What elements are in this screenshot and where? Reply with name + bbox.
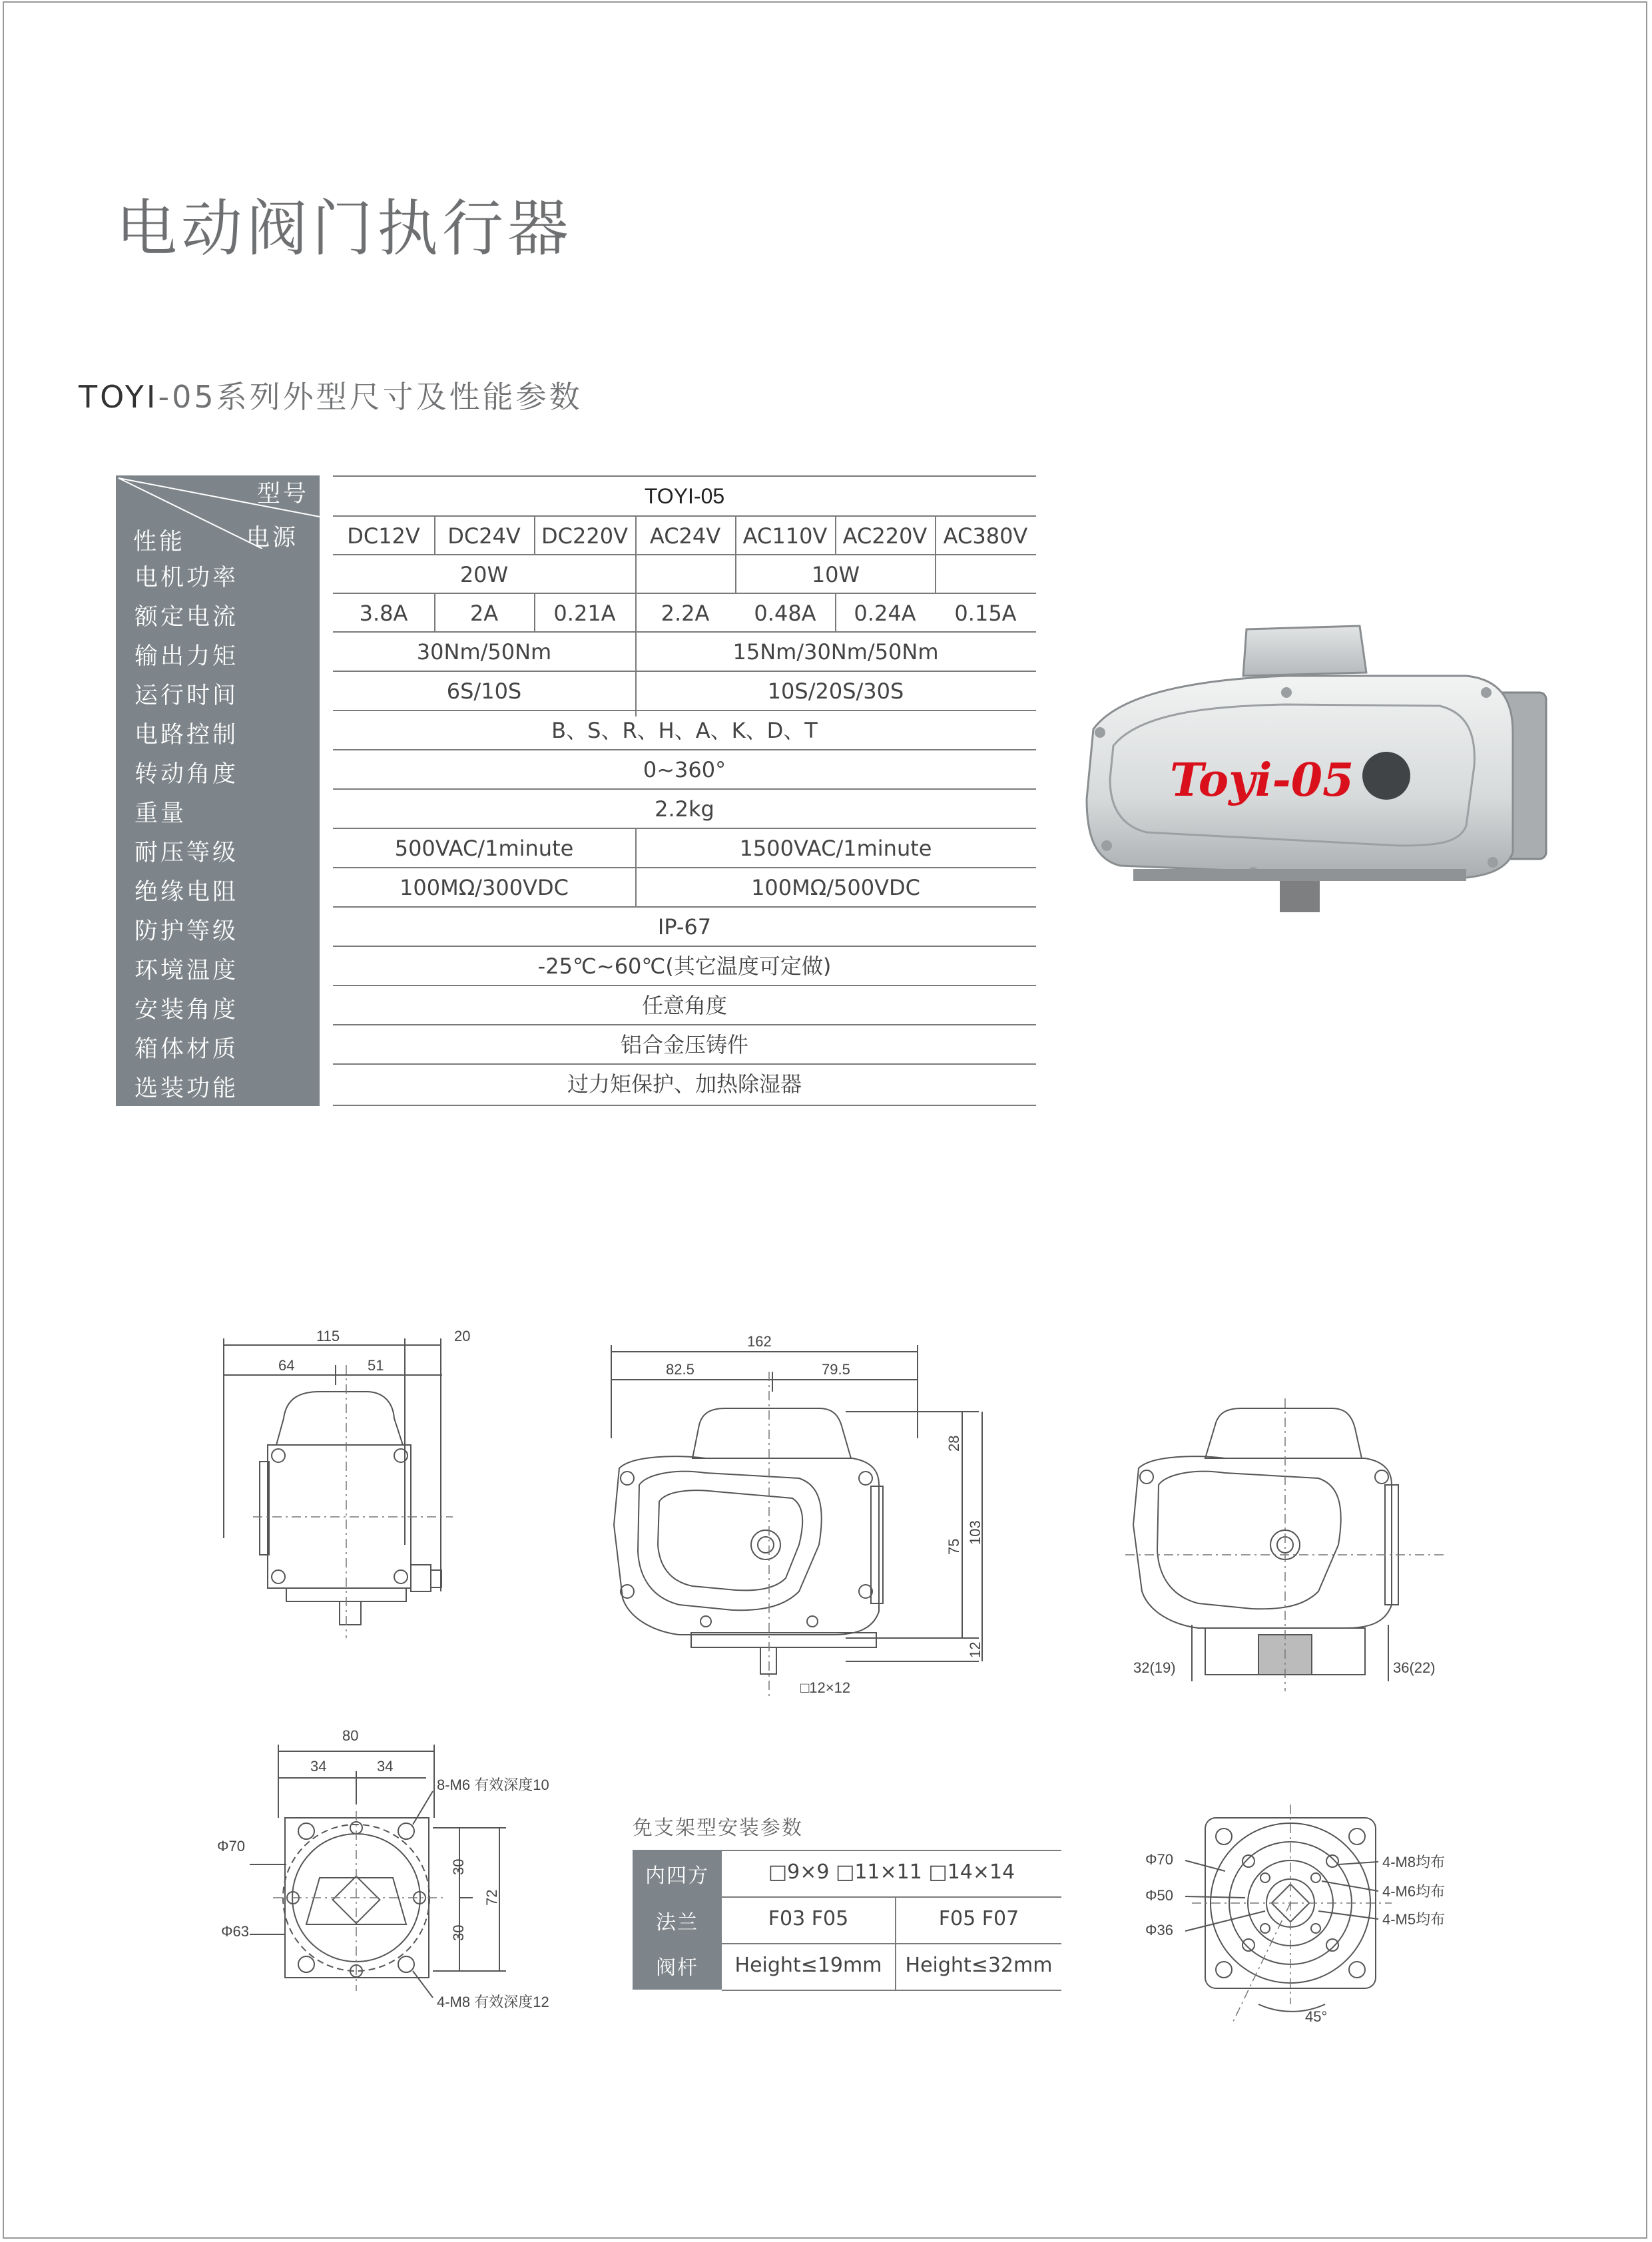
voltage-cell: AC220V xyxy=(842,523,928,549)
note-4-m6: 4-M6均布 xyxy=(1382,1883,1446,1900)
model-name: TOYI-05 xyxy=(644,484,725,508)
dim-79-5: 79.5 xyxy=(822,1361,850,1378)
row-label: 转动角度 xyxy=(135,761,239,788)
motor-power-dc: 20W xyxy=(459,562,509,587)
dim-phi63: Φ63 xyxy=(221,1923,250,1940)
run-time-ac: 10S/20S/30S xyxy=(767,679,904,704)
row-label: 箱体材质 xyxy=(135,1036,239,1063)
weight: 2.2kg xyxy=(655,796,714,822)
row-label: 电路控制 xyxy=(135,722,239,748)
dim-75: 75 xyxy=(946,1538,962,1555)
rated-current-cell: 0.48A xyxy=(754,601,816,626)
install-flange-b: F05 F07 xyxy=(938,1907,1019,1930)
row-label: 耐压等级 xyxy=(135,840,239,866)
withstand-voltage-dc: 500VAC/1minute xyxy=(394,836,574,861)
product-photo xyxy=(1067,613,1606,985)
header-perf-label: 性能 xyxy=(133,529,186,555)
row-label: 安装角度 xyxy=(135,997,239,1023)
subtitle-model: TOYI xyxy=(79,379,158,415)
note-4-m8: 4-M8 有效深度12 xyxy=(437,1994,549,2010)
dim-115: 115 xyxy=(316,1328,340,1344)
front-view-drawing xyxy=(599,1325,1025,1711)
row-label: 选装功能 xyxy=(135,1075,239,1102)
rated-current-cell: 3.8A xyxy=(359,601,408,626)
withstand-voltage-ac: 1500VAC/1minute xyxy=(739,836,932,861)
row-label: 重量 xyxy=(135,800,187,827)
dim-34-left: 34 xyxy=(310,1758,327,1775)
voltage-cell: DC220V xyxy=(541,523,628,549)
row-label: 环境温度 xyxy=(135,958,239,984)
protection-grade: IP-67 xyxy=(657,914,712,940)
row-label: 输出力矩 xyxy=(135,643,239,670)
housing-material: 铝合金压铸件 xyxy=(620,1032,748,1057)
section-subtitle xyxy=(79,373,583,417)
voltage-cell: AC110V xyxy=(742,523,828,549)
run-time-dc: 6S/10S xyxy=(446,679,522,704)
circuit-control: B、S、R、H、A、K、D、T xyxy=(551,718,818,743)
row-label: 额定电流 xyxy=(135,604,239,631)
voltage-cell: AC24V xyxy=(649,523,721,549)
dim-30-top: 30 xyxy=(450,1858,467,1875)
dim-phi70: Φ70 xyxy=(217,1838,246,1854)
ambient-temp: -25℃~60℃(其它温度可定做) xyxy=(537,954,832,979)
row-label: 绝缘电阻 xyxy=(135,879,239,906)
dim-square-12x12: □12×12 xyxy=(800,1679,851,1696)
dim-72: 72 xyxy=(483,1889,500,1906)
rated-current-cell: 2.2A xyxy=(661,601,710,626)
install-stem-a: Height≤19mm xyxy=(734,1954,882,1977)
dim-32-19: 32(19) xyxy=(1133,1659,1176,1676)
dim-103: 103 xyxy=(967,1520,983,1545)
subtitle-text: -05系列外型尺寸及性能参数 xyxy=(158,379,583,415)
motor-power-ac: 10W xyxy=(811,562,860,587)
bottom-view-drawing xyxy=(213,1725,613,2018)
voltage-cell: DC12V xyxy=(347,523,420,549)
dim-51: 51 xyxy=(368,1357,384,1374)
voltage-cell: AC380V xyxy=(943,523,1028,549)
install-label: 内四方 xyxy=(645,1864,709,1888)
rated-current-cell: 0.15A xyxy=(954,601,1017,626)
note-4-m8: 4-M8均布 xyxy=(1382,1854,1446,1870)
dim-82-5: 82.5 xyxy=(666,1361,694,1378)
row-label: 防护等级 xyxy=(135,918,239,945)
install-square-sizes: □9×9 □11×11 □14×14 xyxy=(768,1860,1015,1884)
flange-view-drawing xyxy=(1132,1805,1505,2031)
dim-80: 80 xyxy=(342,1727,359,1744)
dim-28: 28 xyxy=(946,1435,962,1452)
install-label: 法兰 xyxy=(656,1911,698,1934)
dim-phi70: Φ70 xyxy=(1145,1851,1174,1868)
rated-current-cell: 0.21A xyxy=(553,601,616,626)
insulation-ac: 100MΩ/500VDC xyxy=(751,875,920,900)
side-view-drawing xyxy=(213,1325,506,1698)
rotation-angle: 0~360° xyxy=(643,757,726,782)
install-flange-a: F03 F05 xyxy=(768,1907,849,1930)
spec-table-sidebar xyxy=(116,475,320,1106)
header-power-label: 电源 xyxy=(246,525,299,551)
dim-64: 64 xyxy=(278,1357,295,1374)
install-table-title: 免支架型安装参数 xyxy=(633,1817,803,1840)
install-stem-b: Height≤32mm xyxy=(905,1954,1053,1977)
dim-36-22: 36(22) xyxy=(1393,1659,1436,1676)
row-label: 电机功率 xyxy=(135,565,239,591)
dim-162: 162 xyxy=(747,1333,772,1350)
dim-45-deg: 45° xyxy=(1305,2008,1328,2025)
dim-phi36: Φ36 xyxy=(1145,1922,1174,1938)
row-label: 运行时间 xyxy=(135,683,239,709)
dim-34-right: 34 xyxy=(377,1758,394,1775)
rated-current-cell: 0.24A xyxy=(854,601,916,626)
page-title: 电动阀门执行器 xyxy=(116,193,573,264)
rated-current-cell: 2A xyxy=(469,601,499,626)
insulation-dc: 100MΩ/300VDC xyxy=(400,875,569,900)
torque-dc: 30Nm/50Nm xyxy=(416,639,552,665)
torque-ac: 15Nm/30Nm/50Nm xyxy=(732,639,939,665)
voltage-cell: DC24V xyxy=(447,523,521,549)
header-model-label: 型号 xyxy=(257,481,310,507)
front-view-base-drawing xyxy=(1125,1398,1445,1705)
dim-12: 12 xyxy=(967,1641,983,1658)
photo-label: Toyi-05 xyxy=(1170,754,1354,807)
note-8-m6: 8-M6 有效深度10 xyxy=(437,1777,549,1793)
dim-20: 20 xyxy=(454,1328,471,1344)
install-label: 阀杆 xyxy=(656,1956,698,1980)
mount-angle: 任意角度 xyxy=(641,993,727,1018)
dim-phi50: Φ50 xyxy=(1145,1887,1174,1904)
optional-features: 过力矩保护、加热除湿器 xyxy=(567,1071,802,1097)
install-table-sidebar xyxy=(633,1850,722,1990)
note-4-m5: 4-M5均布 xyxy=(1382,1911,1446,1928)
dim-30-bottom: 30 xyxy=(450,1924,467,1941)
